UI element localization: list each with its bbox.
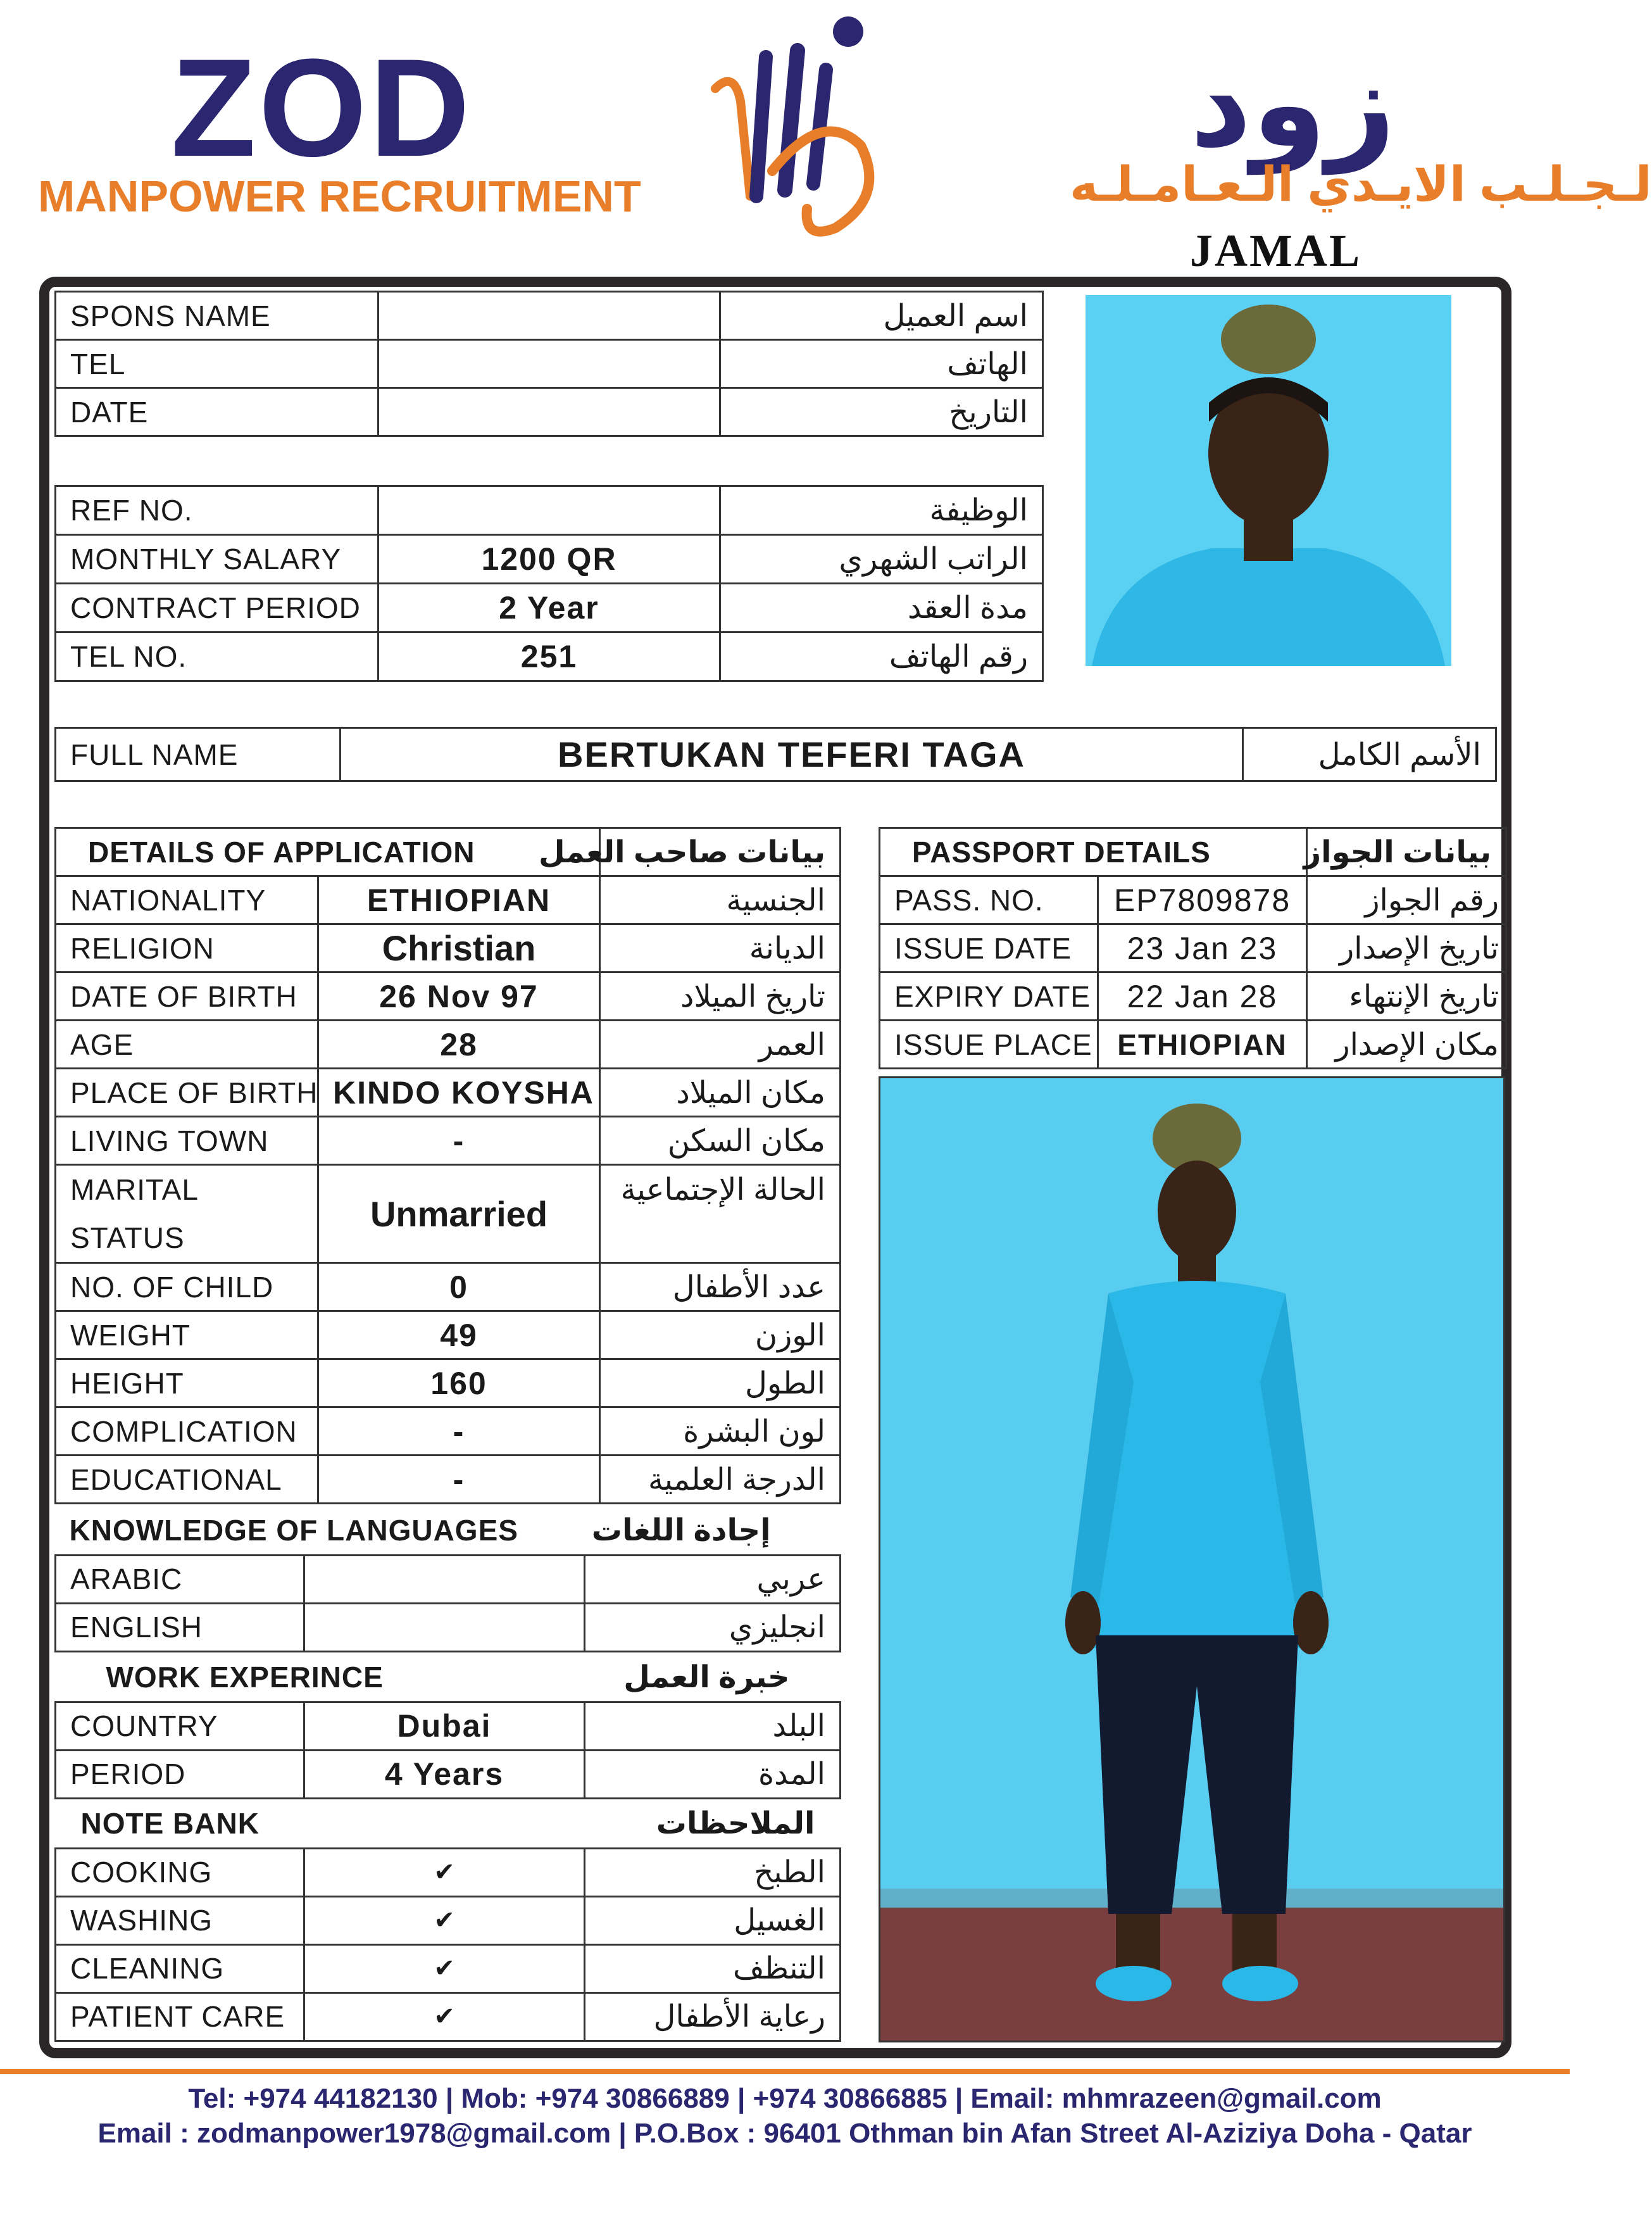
field-label: EDUCATIONAL (56, 1456, 318, 1504)
full-name-label-arabic: الأسم الكامل (1243, 728, 1496, 781)
field-value: Dubai (304, 1702, 585, 1750)
notes-table (54, 1800, 841, 2042)
field-value (304, 1555, 585, 1603)
section-title-arabic: خبرة العمل (623, 1661, 790, 1695)
table-row (56, 292, 1043, 340)
table-row (56, 1603, 841, 1651)
field-label: COMPLICATION (56, 1407, 318, 1456)
field-label: WASHING (56, 1896, 304, 1944)
check-icon: ✔ (304, 1992, 585, 2041)
table-row (56, 1069, 841, 1117)
table-row (56, 1992, 841, 2041)
passport-table (879, 827, 1507, 1069)
table-row (56, 1021, 841, 1069)
field-label: DATE OF BIRTH (56, 972, 318, 1021)
check-icon: ✔ (304, 1944, 585, 1992)
full-name-table (54, 727, 1497, 782)
field-label-arabic: الديانة (600, 924, 841, 972)
field-label-arabic: التنظف (585, 1944, 841, 1992)
field-value: Unmarried (318, 1165, 600, 1263)
field-value: - (318, 1117, 600, 1165)
table-row (56, 632, 1043, 681)
field-label-arabic: المدة (585, 1750, 841, 1798)
table-row (56, 1456, 841, 1504)
field-label-arabic: عربي (585, 1555, 841, 1603)
field-value: EP7809878 (1098, 876, 1307, 924)
field-label-arabic: تاريخ الإنتهاء (1307, 972, 1506, 1021)
table-row (56, 1311, 841, 1359)
field-label: NO. OF CHILD (56, 1263, 318, 1311)
field-value: 0 (318, 1263, 600, 1311)
field-label (56, 1165, 318, 1263)
field-label: COOKING (56, 1848, 304, 1896)
field-label-arabic: مكان الإصدار (1307, 1021, 1506, 1069)
check-icon: ✔ (304, 1896, 585, 1944)
table-row (56, 828, 841, 876)
field-label: WEIGHT (56, 1311, 318, 1359)
field-label-arabic: العمر (600, 1021, 841, 1069)
full-body-photo (879, 1076, 1505, 2042)
section-title: PASSPORT DETAILS (880, 828, 1307, 876)
field-label-arabic: الجنسية (600, 876, 841, 924)
table-row (56, 1654, 841, 1702)
field-label: EXPIRY DATE (880, 972, 1098, 1021)
brand-subtitle-arabic: لـجـلـب الايـدي الـعـامـلـه (1070, 158, 1652, 211)
table-row (56, 584, 1043, 632)
section-title-arabic: إجادة اللغات (591, 1514, 771, 1548)
table-row (56, 1407, 841, 1456)
field-value: 251 (379, 632, 720, 681)
field-label: PERIOD (56, 1750, 304, 1798)
brand-logo-arabic: زود (1190, 37, 1396, 172)
field-value: ETHIOPIAN (318, 876, 600, 924)
table-row (56, 728, 1496, 781)
field-label: REF NO. (56, 486, 379, 535)
sponsor-table (54, 291, 1044, 437)
field-label-arabic: اسم العميل (720, 292, 1043, 340)
field-label-arabic: التاريخ (720, 388, 1043, 436)
check-icon: ✔ (304, 1848, 585, 1896)
field-value: - (318, 1407, 600, 1456)
field-label-arabic: الراتب الشهري (720, 535, 1043, 584)
table-row (56, 1263, 841, 1311)
table-row (56, 972, 841, 1021)
company-logo-icon (696, 6, 899, 247)
field-label: ENGLISH (56, 1603, 304, 1651)
table-row (880, 972, 1506, 1021)
full-name-value: BERTUKAN TEFERI TAGA (341, 728, 1243, 781)
field-label-arabic: رقم الهاتف (720, 632, 1043, 681)
field-label: MONTHLY SALARY (56, 535, 379, 584)
field-label-arabic: رعاية الأطفال (585, 1992, 841, 2041)
section-title: NOTE BANK (80, 1807, 260, 1840)
field-value: 28 (318, 1021, 600, 1069)
field-label: NATIONALITY (56, 876, 318, 924)
field-label-arabic: الوزن (600, 1311, 841, 1359)
field-label: CONTRACT PERIOD (56, 584, 379, 632)
table-row (56, 1507, 841, 1555)
field-label: TEL (56, 340, 379, 388)
field-label: CLEANING (56, 1944, 304, 1992)
experience-table (54, 1654, 841, 1799)
table-row (56, 388, 1043, 436)
field-label-arabic: تاريخ الإصدار (1307, 924, 1506, 972)
field-value: - (318, 1456, 600, 1504)
field-label: LIVING TOWN (56, 1117, 318, 1165)
field-value: 4 Years (304, 1750, 585, 1798)
field-label: AGE (56, 1021, 318, 1069)
field-label: TEL NO. (56, 632, 379, 681)
field-value: 49 (318, 1311, 600, 1359)
field-label-arabic: الطول (600, 1359, 841, 1407)
table-row (56, 1702, 841, 1750)
table-row (56, 876, 841, 924)
languages-table (54, 1507, 841, 1652)
table-row (56, 1117, 841, 1165)
table-row (56, 1359, 841, 1407)
section-title-arabic: الملاحظات (656, 1807, 815, 1841)
table-row (56, 1896, 841, 1944)
field-label: ISSUE DATE (880, 924, 1098, 972)
field-label: ARABIC (56, 1555, 304, 1603)
field-label-arabic: الطبخ (585, 1848, 841, 1896)
field-value: 2 Year (379, 584, 720, 632)
field-value (379, 340, 720, 388)
field-label: SPONS NAME (56, 292, 379, 340)
table-row (56, 1165, 841, 1263)
footer-divider (0, 2069, 1570, 2074)
field-value (379, 486, 720, 535)
section-title-arabic: بيانات صاحب العمل (600, 828, 841, 876)
table-row (56, 1800, 841, 1848)
brand-logo-text: ZOD (171, 30, 473, 186)
field-label: DATE (56, 388, 379, 436)
field-value: ETHIOPIAN (1098, 1021, 1307, 1069)
section-title-arabic: بيانات الجواز (1307, 828, 1506, 876)
field-value (304, 1603, 585, 1651)
section-title: KNOWLEDGE OF LANGUAGES (69, 1514, 518, 1547)
portrait-photo (1086, 295, 1451, 666)
field-label-arabic: الغسيل (585, 1896, 841, 1944)
field-value (379, 292, 720, 340)
table-row (56, 340, 1043, 388)
section-title: DETAILS OF APPLICATION (56, 828, 600, 876)
field-label-arabic: البلد (585, 1702, 841, 1750)
field-label-arabic: مكان السكن (600, 1117, 841, 1165)
full-name-label: FULL NAME (56, 728, 341, 781)
field-label-arabic: لون البشرة (600, 1407, 841, 1456)
field-value: Christian (318, 924, 600, 972)
field-label-arabic: الهاتف (720, 340, 1043, 388)
field-value (379, 388, 720, 436)
job-table (54, 485, 1044, 682)
table-row (880, 876, 1506, 924)
field-label-arabic: الوظيفة (720, 486, 1043, 535)
field-value: 1200 QR (379, 535, 720, 584)
field-value: 23 Jan 23 (1098, 924, 1307, 972)
table-row (56, 486, 1043, 535)
field-label-arabic: الدرجة العلمية (600, 1456, 841, 1504)
field-label: PLACE OF BIRTH (56, 1069, 318, 1117)
application-table (54, 827, 841, 1504)
field-label: RELIGION (56, 924, 318, 972)
marital-status-label: MARITAL STATUS (70, 1173, 198, 1254)
footer-address-line: Email : zodmanpower1978@gmail.com | P.O.Box : 96401 Othman bin Afan Street Al-Aziziya Doha - Qatar (97, 2118, 1472, 2149)
field-label-arabic: تاريخ الميلاد (600, 972, 841, 1021)
field-label-arabic: رقم الجواز (1307, 876, 1506, 924)
field-value: 26 Nov 97 (318, 972, 600, 1021)
table-row (880, 1021, 1506, 1069)
field-label-arabic: الحالة الإجتماعية (600, 1165, 841, 1263)
table-row (56, 924, 841, 972)
field-value: 22 Jan 28 (1098, 972, 1307, 1021)
field-label-arabic: انجليزي (585, 1603, 841, 1651)
table-row (880, 828, 1506, 876)
field-label: PATIENT CARE (56, 1992, 304, 2041)
field-label: ISSUE PLACE (880, 1021, 1098, 1069)
table-row (880, 924, 1506, 972)
table-row (56, 1750, 841, 1798)
field-label-arabic: مكان الميلاد (600, 1069, 841, 1117)
agent-name: JAMAL (1190, 225, 1361, 276)
field-value: KINDO KOYSHA (318, 1069, 600, 1117)
table-row (56, 1944, 841, 1992)
brand-subtitle: MANPOWER RECRUITMENT (38, 172, 641, 221)
field-label: PASS. NO. (880, 876, 1098, 924)
table-row (56, 535, 1043, 584)
footer-contact-line: Tel: +974 44182130 | Mob: +974 30866889 | +974 30866885 | Email: mhmrazeen@gmail.com (188, 2083, 1382, 2114)
field-value: 160 (318, 1359, 600, 1407)
field-label-arabic: مدة العقد (720, 584, 1043, 632)
field-label: COUNTRY (56, 1702, 304, 1750)
field-label: HEIGHT (56, 1359, 318, 1407)
table-row (56, 1848, 841, 1896)
section-title: WORK EXPERINCE (106, 1661, 384, 1694)
field-label-arabic: عدد الأطفال (600, 1263, 841, 1311)
table-row (56, 1555, 841, 1603)
